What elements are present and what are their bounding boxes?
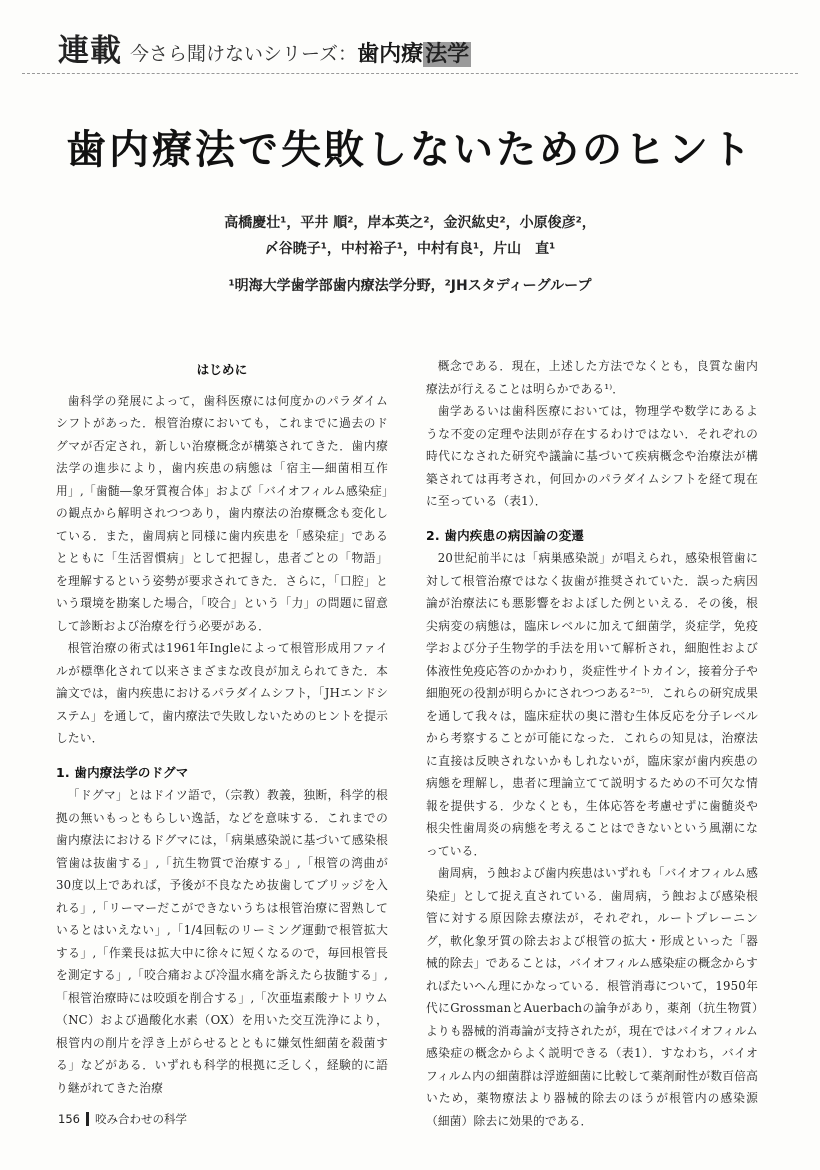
series-label: 連載 [58,33,122,69]
page-number: 156 [58,1112,80,1126]
paragraph: 歯科学の発展によって，歯科医療には何度かのパラダイムシフトがあった．根管治療においても，これまでに過去のドグマが否定され，新しい治療概念が構築されてきた．歯内療法学の進歩により，歯内疾患の病態は「宿主―細菌相互作用」,「歯髄―象牙質複合体」および「バイオフィルム感染症」の観点から解明されつつあり，歯内療法の治療概念も変化している．また，歯周病と同様に歯内疾患を「感染症」であるとともに「生活習慣病」として把握し，患者ごとの「物語」を理解するという姿勢が要求されてきた．さらに，「口腔」という環境を勘案した場合，「咬合」という「力」の問題に留意して診断および治療を行う必要がある． [56,393,388,633]
paragraph: 根管治療の術式は1961年Ingleによって根管形成用ファイルが標準化されて以来さまざまな改良が加えられてきた．本論文では，歯内疾患におけるパラダイムシフト，「JHエンドシステム」を通して，歯内療法で失敗しないためのヒントを提示したい． [56,641,388,745]
series-title: 今さら聞けないシリーズ： [130,43,358,65]
paragraph: 歯学あるいは歯科医療においては，物理学や数学にあるような不変の定理や法則が存在するわけではない．それぞれの時代になされた研究や議論に基づいて疾病概念や治療法が構築されては再考され，何回かのパラダイムシフトを経て現在に至っている（表1）． [426,404,758,508]
left-column [56,355,388,1099]
series-name [357,37,471,70]
right-column [426,355,758,1132]
section-heading: 2. 歯内疾患の病因論の変遷 [426,527,585,543]
header-divider [22,73,798,74]
paragraph: 20世紀前半には「病巣感染説」が唱えられ，感染根管歯に対して根管治療ではなく抜歯が推奨されていた．誤った病因論が治療法にも悪影響をおよぼした例といえる．その後，根尖病変の病態は，臨床レベルに加えて細菌学，炎症学，免疫学および分子生物学的手法を用いて解析され，細胞性および体液性免疫応答のかかわり，炎症性サイトカイン，接着分子や細胞死の役割が明らかにされつつある²⁻⁵⁾．これらの研究成果を通して我々は，臨床症状の奥に潜む生体反応を分子レベルから考察することが可能になった．これらの知見は，治療法に直接は反映されないかもしれないが，臨床家が歯内疾患の病態を理解し，患者に理論立てて説明するための不可欠な情報を提供する．少なくとも，生体応答を考慮せずに歯髄炎や根尖性歯周炎の病態を考えることはできないという風潮になっている． [426,551,758,858]
paragraph: 概念である．現在，上述した方法でなくとも，良質な歯内療法が行えることは明らかである¹⁾． [426,359,758,396]
paragraph: 「ドグマ」とはドイツ語で，（宗教）教義，独断，科学的根拠の無いもっともらしい逸話，などを意味する．これまでの歯内療法におけるドグマには，「病巣感染説に基づいて感染根管歯は抜歯する」,「抗生物質で治療する」,「根管の湾曲が30度以上であれば，予後が不良なため抜歯してブリッジを入れる」,「リーマーだこができないうちは根管治療に習熟しているとはいえない」,「1/4回転のリーミング運動で根管拡大する」,「作業長は拡大中に徐々に短くなるので，毎回根管長を測定する」,「咬合痛および冷温水痛を訴えたら抜髄する」,「根管治療時には咬頭を削合する」,「次亜塩素酸ナトリウム（NC）および過酸化水素（OX）を用いた交互洗浄により，根管内の削片を浮き上がらせるとともに嫌気性細菌を殺菌する」などがある．いずれも科学的根拠に乏しく，経験的に語り継がれてきた治療 [56,788,388,1095]
page-footer [58,1111,187,1127]
series-header [58,22,471,70]
authors-line-1: 高橋慶壮¹，平井 順²，岸本英之²，金沢紘史²，小原俊彦²， [224,215,596,231]
paragraph: 歯周病，う蝕および歯内疾患はいずれも「バイオフィルム感染症」として捉え直されている．歯周病，う蝕および感染根管に対する原因除去療法が，それぞれ，ルートプレーニング，軟化象牙質の除去および根管の拡大・形成といった「器械的除去」であることは，バイオフィルム感染症の概念からすればたいへん理にかなっている．根管消毒について，1950年代にGrossmanとAuerbachの論争があり，薬剤（抗生物質）よりも器械的消毒論が支持されたが，現在ではバイオフィルム感染症の概念からよく説明できる（表1）．すなわち，バイオフィルム内の細菌群は浮遊細菌に比較して薬剤耐性が数百倍高いため，薬物療法より器械的除去のほうが根管内の感染源（細菌）除去に効果的である． [426,866,758,1128]
footer-divider [86,1112,89,1126]
series-name-highlight: 法学 [425,42,470,67]
section-heading: 1. 歯内療法学のドグマ [56,764,189,780]
series-name-part: 歯内療 [357,42,424,67]
journal-name: 咬み合わせの科学 [94,1112,187,1126]
intro-heading: はじめに [196,362,248,377]
authors-line-2: 〆谷暁子¹，中村裕子¹，中村有良¹，片山 直¹ [264,241,556,257]
article-title: 歯内療法で失敗しないためのヒント [66,127,754,173]
affiliation: ¹明海大学歯学部歯内療法学分野，²JHスタディーグループ [228,278,592,294]
